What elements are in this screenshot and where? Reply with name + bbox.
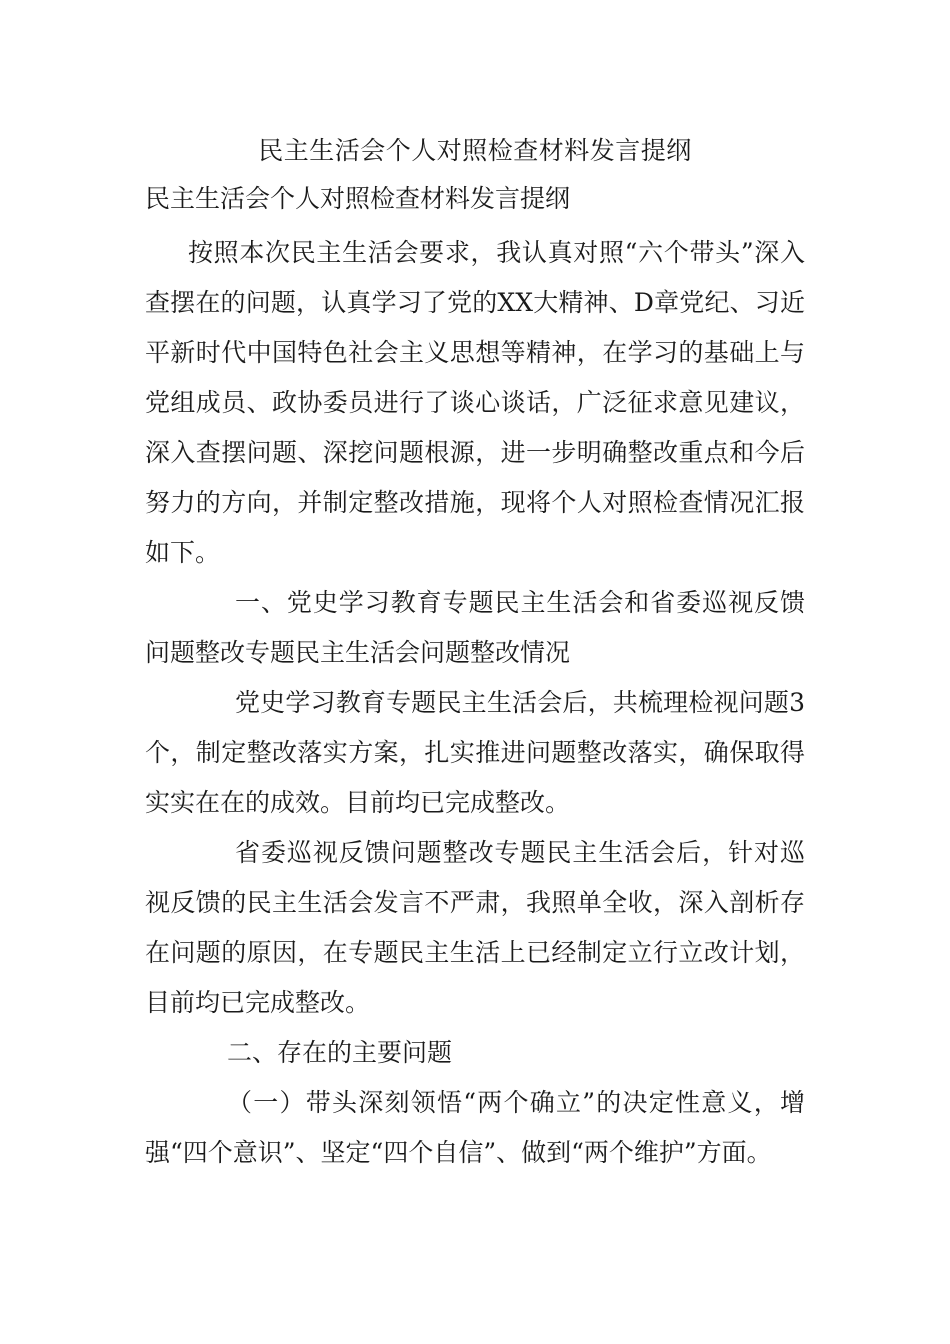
- paragraph-intro: 按照本次民主生活会要求，我认真对照“六个带头”深入查摆在的问题，认真学习了党的XX大精神、D章党纪、习近平新时代中国特色社会主义思想等精神，在学习的基础上与党组成员、政协委员进行了谈心谈话，广泛征求意见建议，深入查摆问题、深挖问题根源，进一步明确整改重点和今后努力的方向，并制定整改措施，现将个人对照检查情况汇报如下。: [145, 238, 805, 567]
- subsection-heading-1: （一）带头深刻领悟“两个确立”的决定性意义，增强“四个意识”、坚定“四个自信”、做到“两个维护”方面。: [145, 1088, 805, 1167]
- document-subtitle: 民主生活会个人对照检查材料发言提纲: [145, 184, 571, 213]
- paragraph-party-history: 党史学习教育专题民主生活会后，共梳理检视问题3个，制定整改落实方案，扎实推进问题整改落实，确保取得实实在在的成效。目前均已完成整改。: [145, 688, 805, 817]
- section-heading-2: 二、存在的主要问题: [227, 1038, 453, 1067]
- document-title: 民主生活会个人对照检查材料发言提纲: [258, 136, 692, 165]
- document-body: [145, 228, 805, 1178]
- section-heading-1: 一、党史学习教育专题民主生活会和省委巡视反馈问题整改专题民主生活会问题整改情况: [145, 588, 805, 667]
- paragraph-inspection: 省委巡视反馈问题整改专题民主生活会后，针对巡视反馈的民主生活会发言不严肃，我照单全收，深入剖析存在问题的原因，在专题民主生活上已经制定立行立改计划，目前均已完成整改。: [145, 838, 805, 1017]
